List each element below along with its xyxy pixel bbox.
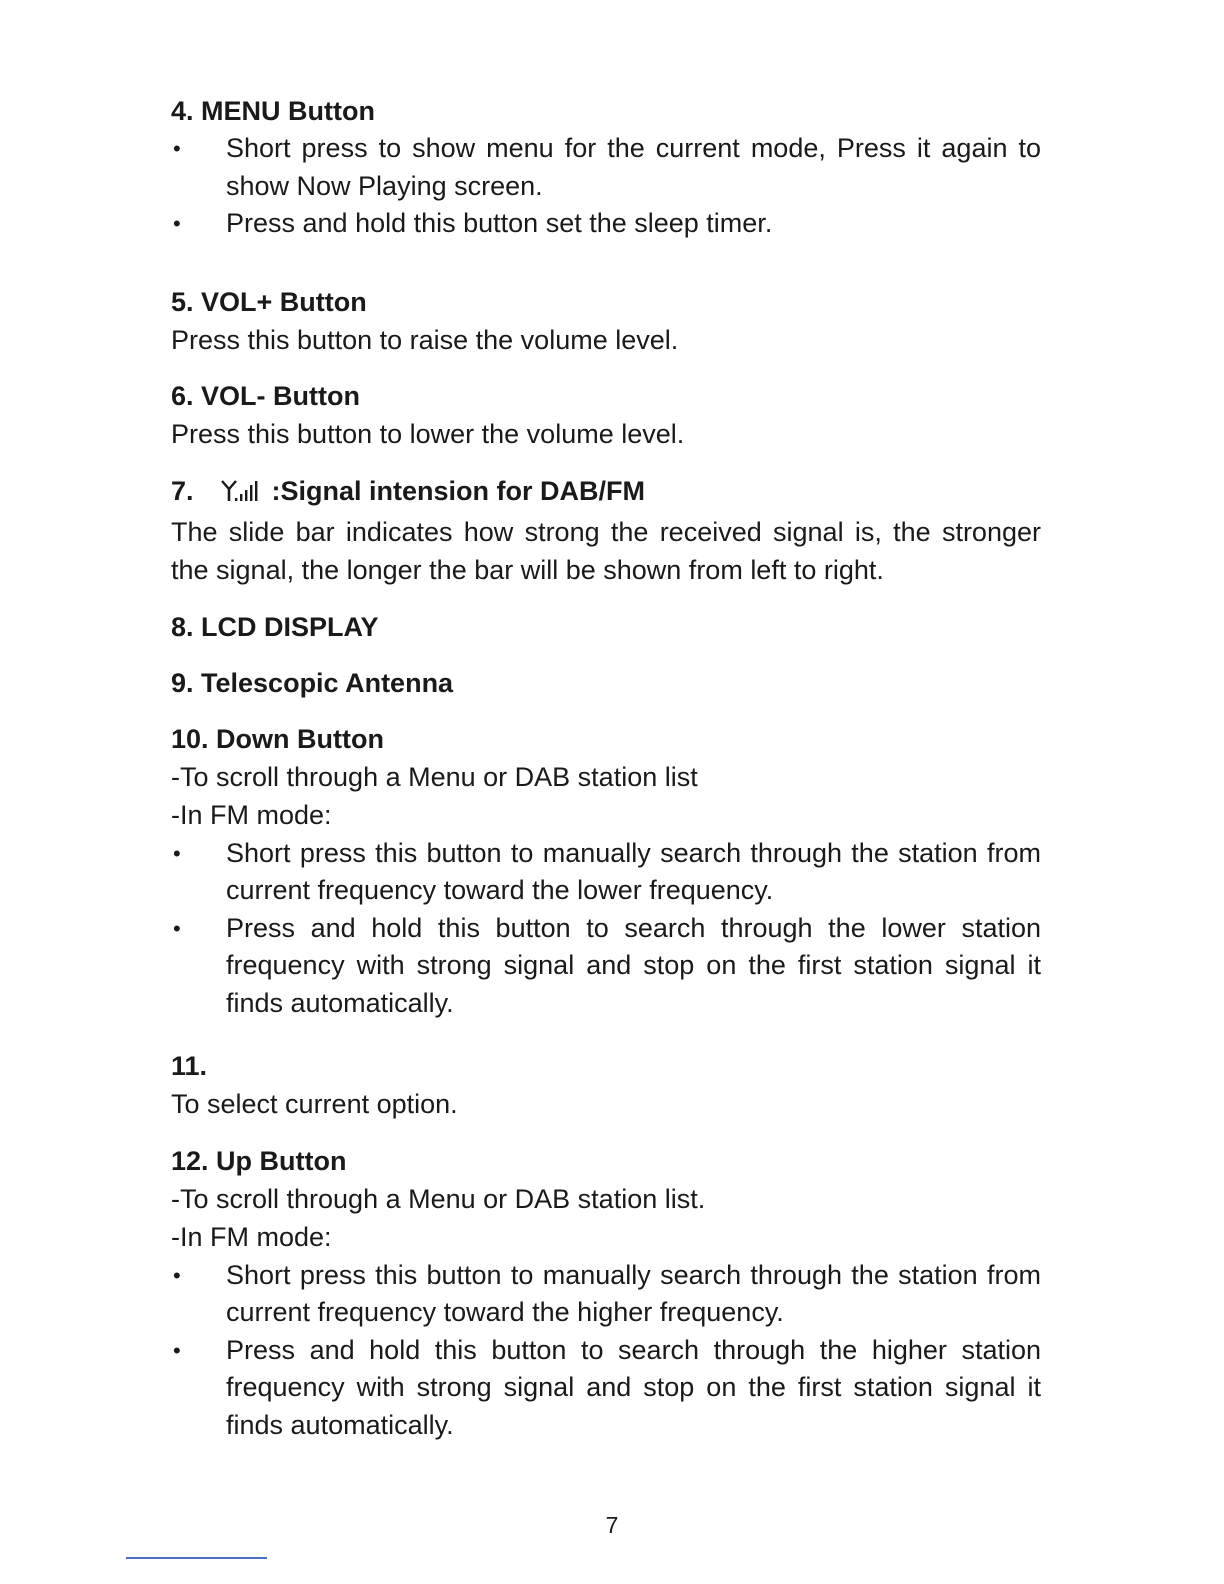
section-vol-minus-button: [171, 377, 1041, 454]
section-heading: 4. MENU Button: [171, 96, 375, 126]
bullet-glyph: •: [173, 136, 181, 161]
section-body: Press this button to raise the volume level.: [171, 324, 679, 355]
bullet-list: [171, 835, 1041, 1023]
section-line: -In FM mode:: [171, 1222, 332, 1252]
signal-strength-icon: [220, 475, 270, 513]
bullet-glyph: •: [173, 840, 181, 866]
section-line: -To scroll through a Menu or DAB station list.: [171, 1183, 706, 1214]
section-signal-intension: [171, 472, 1041, 590]
section-line: -In FM mode:: [171, 800, 332, 830]
section-heading: 9. Telescopic Antenna: [171, 667, 454, 698]
footer-rule: [126, 1557, 267, 1559]
bullet-glyph: •: [173, 915, 181, 941]
list-item: • Short press this button to manually search through the station from current frequency toward the higher frequency.: [171, 1257, 1041, 1332]
section-heading: 8. LCD DISPLAY: [171, 611, 379, 642]
section-title: :Signal intension for DAB/FM: [271, 475, 646, 506]
section-heading: 10. Down Button: [171, 723, 384, 754]
section-up-button: [171, 1142, 1041, 1445]
bullet-glyph: •: [173, 211, 181, 236]
bullet-list: [171, 1257, 1041, 1445]
list-item: • Short press to show menu for the current mode, Press it again to show Now Playing screen.: [171, 130, 1041, 205]
page-number: 7: [605, 1512, 619, 1538]
bullet-glyph: •: [173, 1262, 181, 1288]
section-heading: 12. Up Button: [171, 1145, 347, 1176]
manual-page: [171, 92, 1041, 1444]
section-heading: [171, 472, 1041, 513]
section-line: -To scroll through a Menu or DAB station list: [171, 761, 698, 792]
bullet-list: [171, 130, 1041, 243]
list-item: • Press and hold this button set the sleep timer.: [171, 205, 1041, 243]
section-telescopic-antenna: [171, 664, 1041, 702]
section-heading: 6. VOL- Button: [171, 381, 360, 411]
section-body: The slide bar indicates how strong the received signal is, the stronger the signal, the longer the bar will be shown from left to right.: [171, 516, 1041, 585]
list-item: • Press and hold this button to search through the higher station frequency with strong signal and stop on the first station signal it finds automatically.: [171, 1332, 1041, 1445]
section-menu-button: [171, 92, 1041, 243]
section-body: Press this button to lower the volume level.: [171, 419, 685, 449]
bullet-glyph: •: [173, 1337, 181, 1363]
section-heading: 5. VOL+ Button: [171, 286, 367, 317]
section-heading: 11.: [171, 1051, 208, 1081]
section-body: To select current option.: [171, 1089, 458, 1119]
list-item: • Press and hold this button to search through the lower station frequency with strong signal and stop on the first station signal it finds automatically.: [171, 910, 1041, 1023]
section-down-button: [171, 720, 1041, 1023]
section-lcd-display: [171, 608, 1041, 646]
list-item: • Short press this button to manually search through the station from current frequency toward the lower frequency.: [171, 835, 1041, 910]
section-vol-plus-button: [171, 283, 1041, 360]
section-select: [171, 1047, 1041, 1124]
section-number: 7.: [171, 475, 194, 506]
